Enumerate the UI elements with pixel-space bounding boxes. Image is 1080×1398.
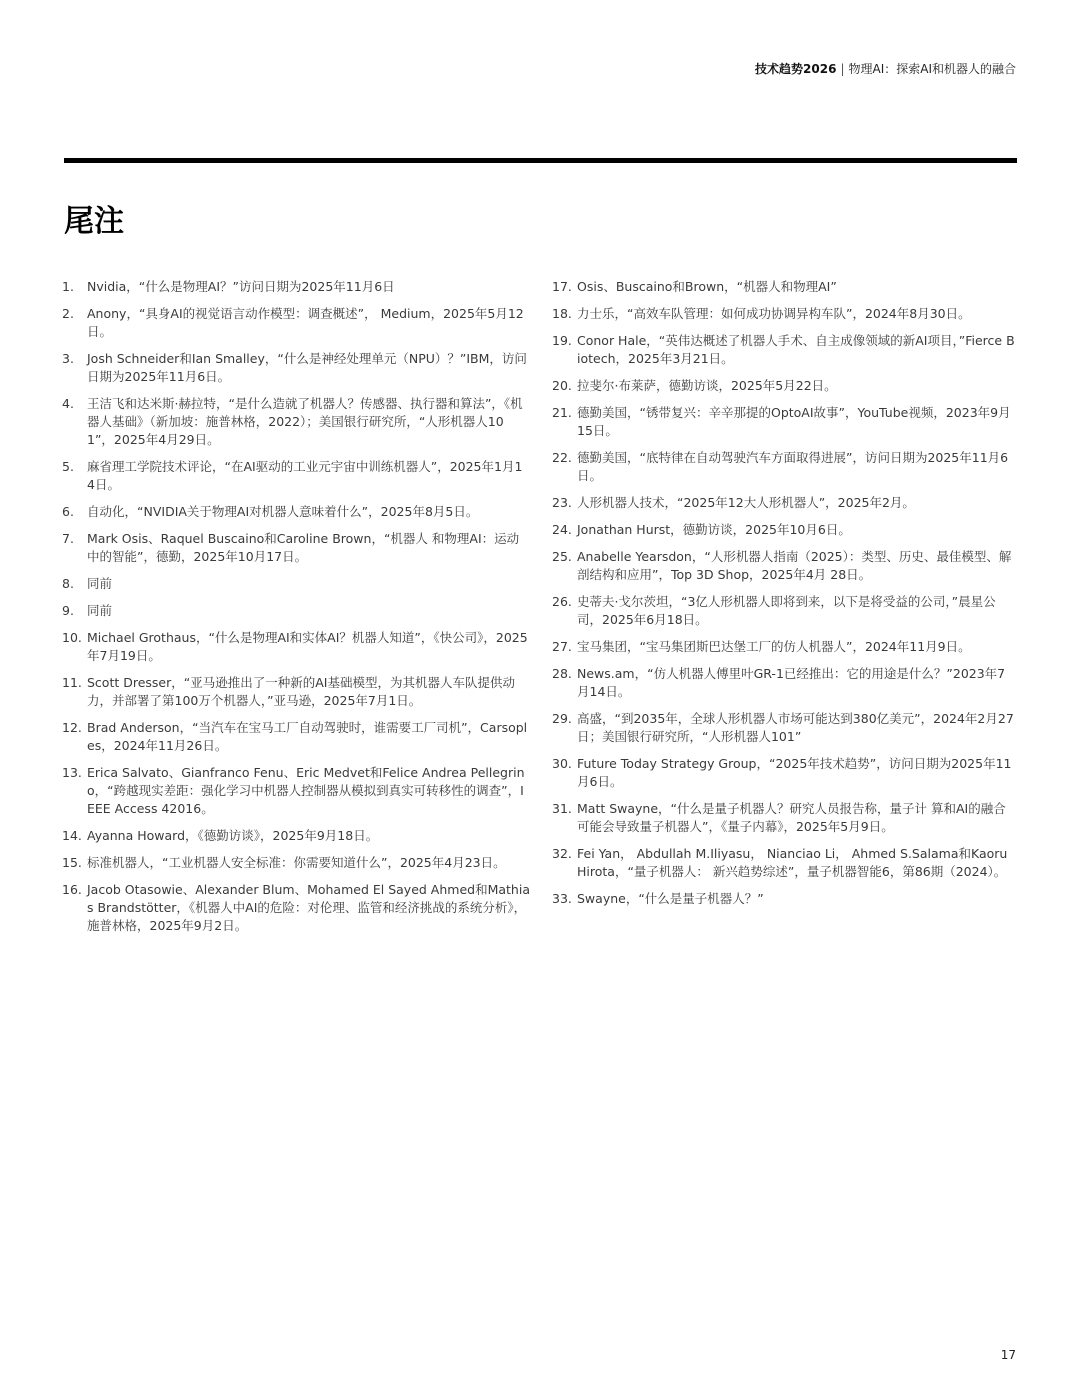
endnote-item — [62, 629, 530, 665]
endnote-number: 11. — [62, 675, 82, 690]
report-subtitle: 物理AI：探索AI和机器人的融合 — [848, 62, 1016, 76]
endnote-number: 5. — [62, 459, 74, 474]
endnote-item — [62, 395, 530, 449]
endnote-text: 力士乐，“高效车队管理：如何成功协调异构车队”，2024年8月30日。 — [577, 306, 971, 321]
endnote-item — [62, 278, 530, 296]
endnote-item — [552, 332, 1017, 368]
endnote-item — [552, 638, 1017, 656]
endnote-number: 8. — [62, 576, 74, 591]
endnote-number: 23. — [552, 495, 572, 510]
endnote-item — [62, 350, 530, 386]
endnote-text: 麻省理工学院技术评论，“在AI驱动的工业元宇宙中训练机器人”，2025年1月14日。 — [87, 459, 523, 492]
endnote-number: 24. — [552, 522, 572, 537]
endnote-text: Fei Yan， Abdullah M.Iliyasu， Nianciao Li， Ahmed S.Salama和Kaoru Hirota，“量子机器人： 新兴趋势综述”，量子机器智能6，第86期（2024）。 — [577, 846, 1008, 879]
endnote-number: 18. — [552, 306, 572, 321]
endnote-text: Ayanna Howard，《德勤访谈》，2025年9月18日。 — [87, 828, 379, 843]
endnote-item — [552, 278, 1017, 296]
endnote-number: 30. — [552, 756, 572, 771]
endnote-text: Josh Schneider和Ian Smalley，“什么是神经处理单元（NPU）？”IBM，访问日期为2025年11月6日。 — [87, 351, 527, 384]
endnote-text: Scott Dresser，“亚马逊推出了一种新的AI基础模型，为其机器人车队提供动力，并部署了第100万个机器人，”亚马逊，2025年7月1日。 — [87, 675, 515, 708]
endnote-item — [552, 845, 1017, 881]
endnote-text: Brad Anderson，“当汽车在宝马工厂自动驾驶时，谁需要工厂司机”，Carsoples，2024年11月26日。 — [87, 720, 528, 753]
endnote-number: 13. — [62, 765, 82, 780]
endnote-item — [62, 503, 530, 521]
endnote-number: 33. — [552, 891, 572, 906]
endnote-text: 同前 — [87, 576, 113, 591]
endnote-text: Anabelle Yearsdon，“人形机器人指南（2025）：类型、历史、最佳模型、解剖结构和应用”，Top 3D Shop，2025年4月 28日。 — [577, 549, 1012, 582]
endnote-number: 14. — [62, 828, 82, 843]
endnote-item — [62, 674, 530, 710]
endnote-number: 32. — [552, 846, 572, 861]
endnote-text: 自动化，“NVIDIA关于物理AI对机器人意味着什么”，2025年8月5日。 — [87, 504, 479, 519]
endnote-item — [62, 305, 530, 341]
endnote-number: 15. — [62, 855, 82, 870]
endnote-number: 19. — [552, 333, 572, 348]
endnote-text: Swayne，“什么是量子机器人？” — [577, 891, 764, 906]
endnotes-right-column — [552, 278, 1017, 917]
endnotes-left-column — [62, 278, 530, 944]
endnote-item — [552, 404, 1017, 440]
endnote-text: 高盛，“到2035年，全球人形机器人市场可能达到380亿美元”，2024年2月27日；美国银行研究所，“人形机器人101” — [577, 711, 1014, 744]
endnote-text: Michael Grothaus，“什么是物理AI和实体AI？机器人知道”，《快公司》，2025年7月19日。 — [87, 630, 528, 663]
endnote-item — [552, 593, 1017, 629]
endnote-number: 27. — [552, 639, 572, 654]
endnote-text: Matt Swayne，“什么是量子机器人？研究人员报告称，量子计 算和AI的融合可能会导致量子机器人”，《量子内幕》，2025年5月9日。 — [577, 801, 1006, 834]
page-header — [755, 60, 1016, 77]
endnote-text: 德勤美国，“底特律在自动驾驶汽车方面取得进展”，访问日期为2025年11月6日。 — [577, 450, 1009, 483]
endnote-item — [552, 548, 1017, 584]
endnote-text: Osis、Buscaino和Brown，“机器人和物理AI” — [577, 279, 837, 294]
endnote-item — [62, 719, 530, 755]
endnote-item — [62, 575, 530, 593]
endnote-item — [552, 890, 1017, 908]
endnote-item — [552, 377, 1017, 395]
endnote-item — [62, 854, 530, 872]
endnote-item — [62, 602, 530, 620]
endnote-text: 宝马集团，“宝马集团斯巴达堡工厂的仿人机器人”，2024年11月9日。 — [577, 639, 971, 654]
page-title: 尾注 — [64, 204, 124, 239]
endnote-item — [552, 305, 1017, 323]
page-number: 17 — [1000, 1348, 1016, 1362]
endnote-text: Conor Hale，“英伟达概述了机器人手术、自主成像领域的新AI项目，”Fierce Biotech，2025年3月21日。 — [577, 333, 1015, 366]
endnote-number: 31. — [552, 801, 572, 816]
endnote-number: 22. — [552, 450, 572, 465]
header-separator: | — [840, 62, 845, 76]
endnote-item — [552, 755, 1017, 791]
endnote-text: 史蒂夫·戈尔茨坦，“3亿人形机器人即将到来，以下是将受益的公司，”晨星公司，2025年6月18日。 — [577, 594, 996, 627]
endnote-text: 标准机器人，“工业机器人安全标准：你需要知道什么”，2025年4月23日。 — [87, 855, 506, 870]
endnote-text: 王洁飞和达米斯·赫拉特，“是什么造就了机器人？传感器、执行器和算法”，《机器人基础》（新加坡：施普林格，2022）；美国银行研究所，“人形机器人101”，2025年4月29日。 — [87, 396, 523, 447]
endnote-text: Anony，“具身AI的视觉语言动作模型：调查概述”， Medium，2025年5月12日。 — [87, 306, 524, 339]
endnote-item — [62, 764, 530, 818]
endnote-number: 9. — [62, 603, 74, 618]
endnote-text: 同前 — [87, 603, 113, 618]
endnote-item — [62, 827, 530, 845]
endnote-text: News.am，“仿人机器人傅里叶GR-1已经推出：它的用途是什么？”2023年7月14日。 — [577, 666, 1006, 699]
endnote-number: 21. — [552, 405, 572, 420]
endnote-number: 6. — [62, 504, 74, 519]
endnote-item — [552, 521, 1017, 539]
endnote-item — [62, 458, 530, 494]
endnote-number: 7. — [62, 531, 74, 546]
endnote-text: 拉斐尔·布莱萨，德勤访谈，2025年5月22日。 — [577, 378, 837, 393]
endnote-number: 12. — [62, 720, 82, 735]
endnote-number: 25. — [552, 549, 572, 564]
endnote-number: 17. — [552, 279, 572, 294]
endnote-text: Erica Salvato、Gianfranco Fenu、Eric Medvet和Felice Andrea Pellegrino，“跨越现实差距：强化学习中机器人控制器从模拟到真实可转移性的调查”，IEEE Access 42016。 — [87, 765, 525, 816]
endnote-text: Mark Osis、Raquel Buscaino和Caroline Brown，“机器人 和物理AI：运动中的智能”，德勤，2025年10月17日。 — [87, 531, 520, 564]
endnote-text: 德勤美国，“锈带复兴：辛辛那提的OptoAI故事”，YouTube视频，2023年9月15日。 — [577, 405, 1011, 438]
endnote-number: 2. — [62, 306, 74, 321]
endnote-text: 人形机器人技术，“2025年12大人形机器人”，2025年2月。 — [577, 495, 915, 510]
endnote-item — [552, 665, 1017, 701]
endnote-number: 4. — [62, 396, 74, 411]
header-rule — [64, 158, 1017, 163]
endnote-item — [552, 449, 1017, 485]
endnote-text: Jacob Otasowie、Alexander Blum、Mohamed El Sayed Ahmed和Mathias Brandstötter，《机器人中AI的危险：对伦理、监管和经济挑战的系统分析》，施普林格，2025年9月2日。 — [87, 882, 530, 933]
endnote-number: 26. — [552, 594, 572, 609]
endnote-text: Future Today Strategy Group，“2025年技术趋势”，访问日期为2025年11月6日。 — [577, 756, 1012, 789]
endnote-text: Nvidia，“什么是物理AI？”访问日期为2025年11月6日 — [87, 279, 395, 294]
report-brand: 技术趋势2026 — [755, 62, 837, 76]
endnote-number: 3. — [62, 351, 74, 366]
endnote-item — [552, 710, 1017, 746]
endnote-number: 20. — [552, 378, 572, 393]
endnote-number: 10. — [62, 630, 82, 645]
endnote-number: 28. — [552, 666, 572, 681]
endnote-number: 29. — [552, 711, 572, 726]
endnote-item — [62, 881, 530, 935]
endnote-item — [552, 800, 1017, 836]
endnote-number: 16. — [62, 882, 82, 897]
endnote-number: 1. — [62, 279, 74, 294]
endnote-text: Jonathan Hurst，德勤访谈，2025年10月6日。 — [577, 522, 851, 537]
endnote-item — [552, 494, 1017, 512]
endnote-item — [62, 530, 530, 566]
